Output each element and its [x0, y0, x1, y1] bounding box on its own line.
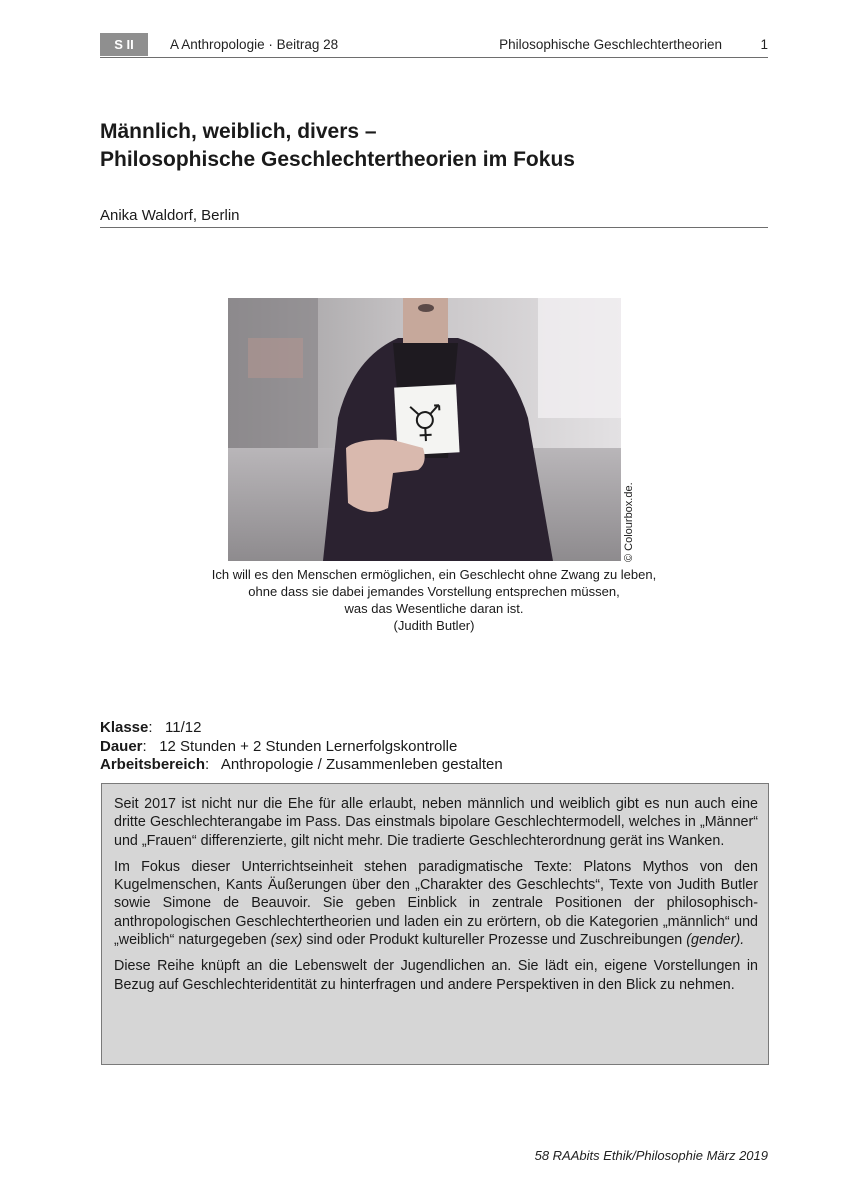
summary-paragraph-3: Diese Reihe knüpft an die Lebenswelt der Jugendlichen an. Sie lädt ein, eigene Vorstellungen in Bezug auf Geschlechteridentität zu hinterfragen und andere Perspektiven in den Blick zu nehmen.	[114, 958, 758, 993]
epigraph-quote	[150, 566, 718, 634]
topic-label: Philosophische Geschlechtertheorien	[499, 37, 722, 52]
duration-row: Dauer: 12 Stunden + 2 Stunden Lernerfolgskontrolle	[100, 737, 458, 755]
quote-line-2: ohne dass sie dabei jemandes Vorstellung entsprechen müssen,	[248, 584, 620, 599]
publication-footer: 58 RAAbits Ethik/Philosophie März 2019	[534, 1148, 768, 1163]
area-row: Arbeitsbereich: Anthropologie / Zusammenleben gestalten	[100, 756, 503, 773]
summary-p2-gender: (gender).	[686, 932, 745, 949]
class-row: Klasse: 11/12	[100, 719, 202, 736]
quote-line-3: was das Wesentliche daran ist.	[344, 601, 524, 616]
summary-box	[101, 783, 769, 1065]
duration-value: 12 Stunden + 2 Stunden Lernerfolgskontrolle	[159, 737, 458, 755]
section-label: A Anthropologie · Beitrag 28	[170, 37, 339, 52]
summary-paragraph-2	[114, 858, 758, 949]
photo-illustration	[228, 298, 621, 561]
class-value: 11/12	[165, 719, 202, 736]
class-label: Klasse	[100, 719, 149, 736]
summary-p2-sex: (sex)	[270, 932, 303, 949]
quote-source: (Judith Butler)	[393, 618, 475, 633]
cover-photo	[228, 298, 621, 561]
author-line: Anika Waldorf, Berlin	[100, 207, 768, 228]
page-header	[100, 33, 768, 58]
duration-label: Dauer	[100, 737, 143, 755]
summary-p2-text-b: sind oder Produkt kultureller Prozesse und Zuschreibungen	[306, 932, 683, 949]
title-line-1: Männlich, weiblich, divers –	[100, 120, 377, 143]
summary-paragraph-1: Seit 2017 ist nicht nur die Ehe für alle erlaubt, neben männlich und weiblich gibt es nun auch eine dritte Geschlechterangabe im Pass. Das einstmals bipolare Geschlechtermodell, welches in „Männer“ und „Frauen“ differenzierte, gilt nicht mehr. Die tradierte Geschlechterordnung gerät ins Wanken.	[114, 796, 758, 849]
image-credit: © Colourbox.de.	[623, 482, 635, 562]
lesson-meta	[100, 719, 768, 775]
area-value: Anthropologie / Zusammenleben gestalten	[220, 756, 503, 773]
quote-line-1: Ich will es den Menschen ermöglichen, ein Geschlecht ohne Zwang zu leben,	[211, 567, 657, 582]
level-badge: S II	[100, 33, 148, 56]
page-number: 1	[760, 37, 768, 52]
title-line-2: Philosophische Geschlechtertheorien im Fokus	[100, 148, 575, 171]
document-title	[100, 118, 768, 174]
summary-p2-text-a: Im Fokus dieser Unterrichtseinheit stehen paradigmatische Texte: Platons Mythos von den Kugelmenschen, Kants Äußerungen über den „Charakter des Geschlechts“, Texte von Judith Butler sowie Simone de Beauvoir. Sie geben Einblick in zentrale Positionen der philosophisch-anthropologischen Geschlechtertheorien und laden ein zu erörtern, ob die Kategorien „männlich“ und „weiblich“ naturgegeben	[114, 858, 758, 949]
area-label: Arbeitsbereich	[100, 756, 206, 773]
